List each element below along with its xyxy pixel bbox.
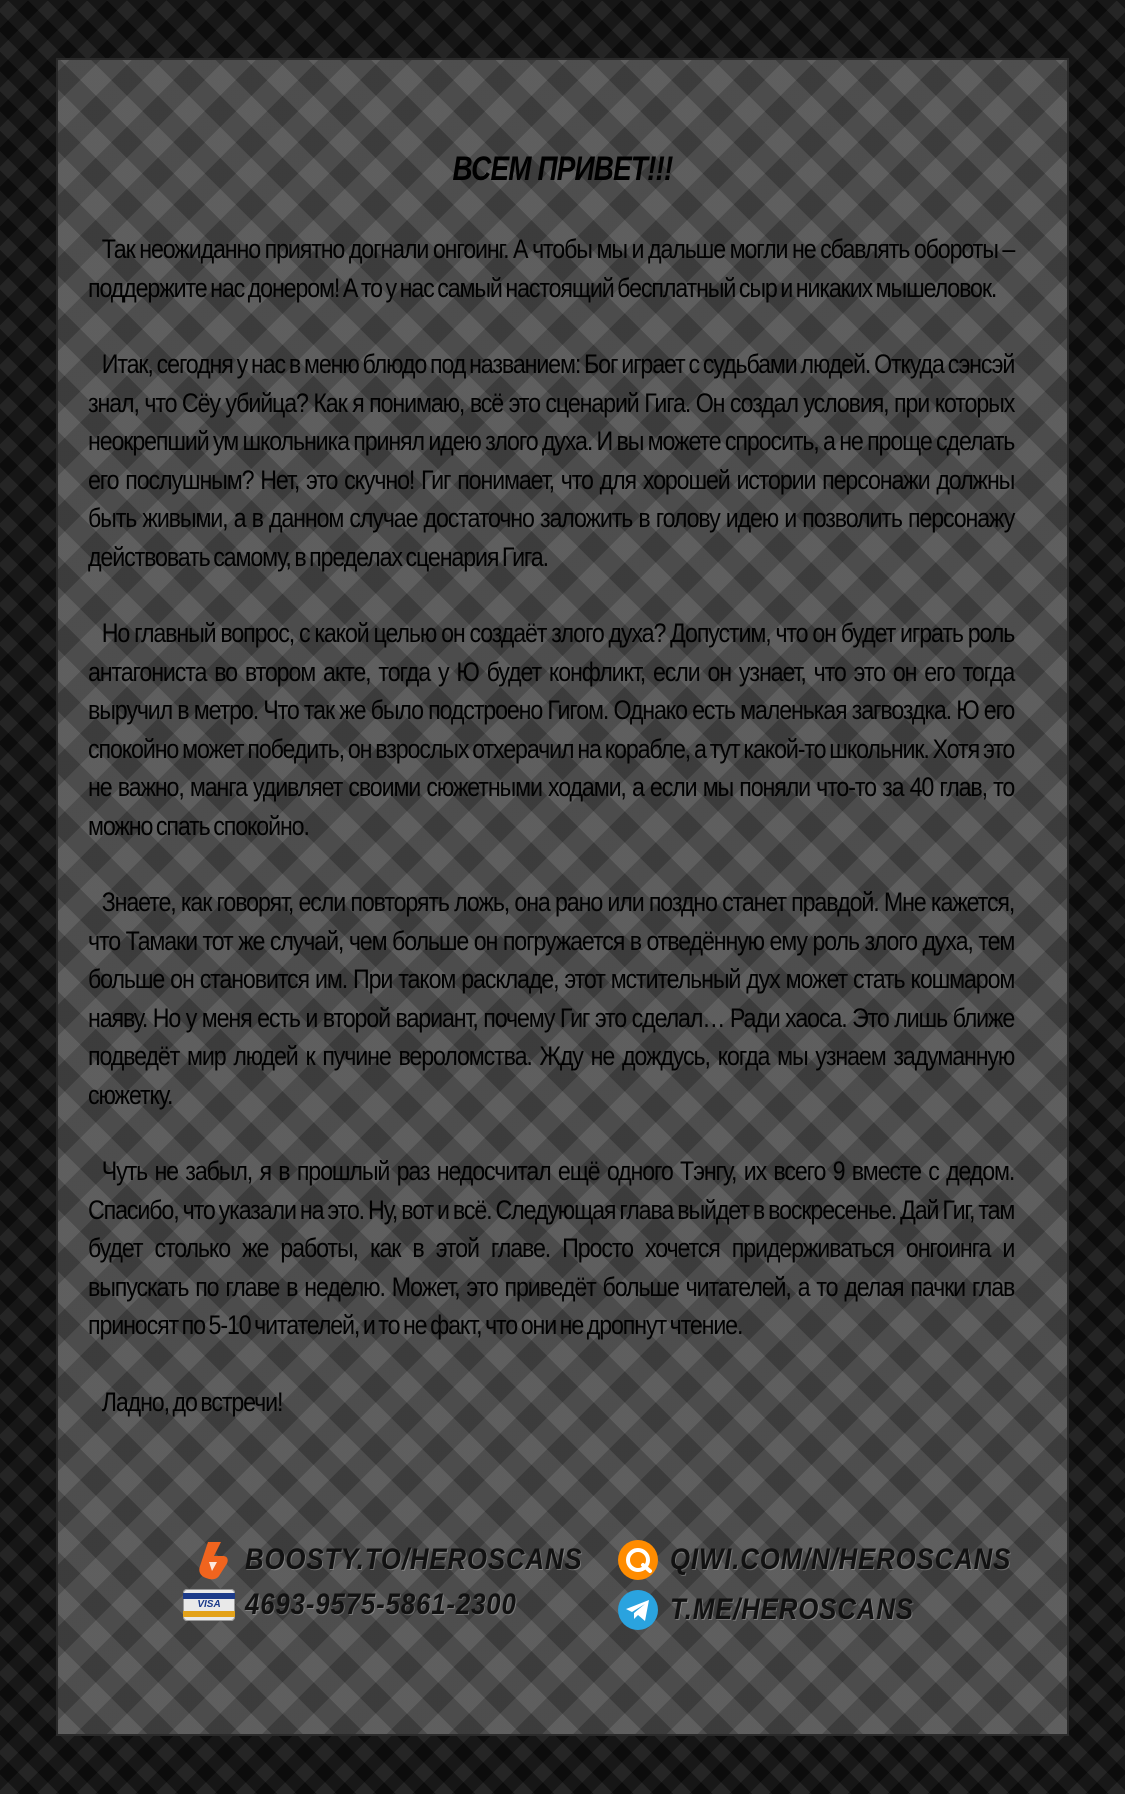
telegram-url: T.ME/HEROSCANS — [670, 1593, 914, 1626]
qiwi-link[interactable] — [616, 1538, 1067, 1582]
paragraph-4: Знаете, как говорят, если повторять ложь, она рано или поздно станет правдой. Мне кажется, что Тамаки тот же случай, чем больше он погружается в отведённую ему роль злого духа, тем больше он становится им. При таком раскладе, этот мстительный дух может стать кошмаром наяву. Но у меня есть и второй вариант, почему Гиг это сделал… Ради хаоса. Это лишь ближе подведёт мир людей к пучине вероломства. Жду не дождусь, когда мы узнаем задуманную сюжетку. — [88, 887, 1015, 1110]
paragraph-5: Чуть не забыл, я в прошлый раз недосчитал ещё одного Тэнгу, их всего 9 вместе с дедом. Спасибо, что указали на это. Ну, вот и всё. Следующая глава выйдет в воскресенье. Дай Гиг, там будет столько же работы, как в этой главе. Просто хочется придерживаться онгоинга и выпускать по главе в неделю. Может, это приведёт больше читателей, а то делая пачки глав приносят по 5-10 читателей, и то не факт, что они не дропнут чтение. — [88, 1156, 1015, 1340]
qiwi-icon — [616, 1538, 660, 1582]
letter-title: ВСЕМ ПРИВЕТ!!! — [452, 150, 673, 188]
boosty-url: BOOSTY.TO/HEROSCANS — [245, 1543, 583, 1576]
qiwi-url: QIWI.COM/N/HEROSCANS — [670, 1543, 1012, 1576]
letter-panel — [56, 58, 1069, 1736]
boosty-icon — [191, 1538, 235, 1582]
boosty-link[interactable] — [191, 1538, 637, 1582]
card-number[interactable] — [183, 1588, 561, 1622]
telegram-icon — [616, 1588, 660, 1632]
letter-body — [88, 230, 1014, 1421]
support-links — [191, 1538, 1012, 1648]
visa-card-icon: VISA — [183, 1589, 235, 1621]
telegram-link[interactable] — [616, 1588, 953, 1632]
paragraph-3: Но главный вопрос, с какой целью он создаёт злого духа? Допустим, что он будет играть роль антагониста во втором акте, тогда у Ю будет конфликт, если он узнает, что это он его тогда выручил в метро. Что так же было подстроено Гигом. Однако есть маленькая загвоздка. Ю его спокойно может победить, он взрослых отхерачил на корабле, а тут какой-то школьник. Хотя это не важно, манга удивляет своими сюжетными ходами, а если мы поняли что-то за 40 глав, то можно спать спокойно. — [88, 618, 1015, 841]
card-number-text: 4693-9575-5861-2300 — [245, 1588, 517, 1621]
paragraph-1: Так неожиданно приятно догнали онгоинг. А чтобы мы и дальше могли не сбавлять обороты – поддержите нас донером! А то у нас самый настоящий бесплатный сыр и никаких мышеловок. — [88, 234, 1015, 303]
paragraph-6: Ладно, до встречи! — [101, 1386, 283, 1417]
paragraph-2: Итак, сегодня у нас в меню блюдо под названием: Бог играет с судьбами людей. Откуда сэнсэй знал, что Сёу убийца? Как я понимаю, всё это сценарий Гига. Он создал условия, при которых неокрепший ум школьника принял идею злого духа. И вы можете спросить, а не проще сделать его послушным? Нет, это скучно! Гиг понимает, что для хорошей истории персонажи должны быть живыми, а в данном случае достаточно заложить в голову идею и позволить персонажу действовать самому, в пределах сценария Гига. — [88, 349, 1015, 572]
